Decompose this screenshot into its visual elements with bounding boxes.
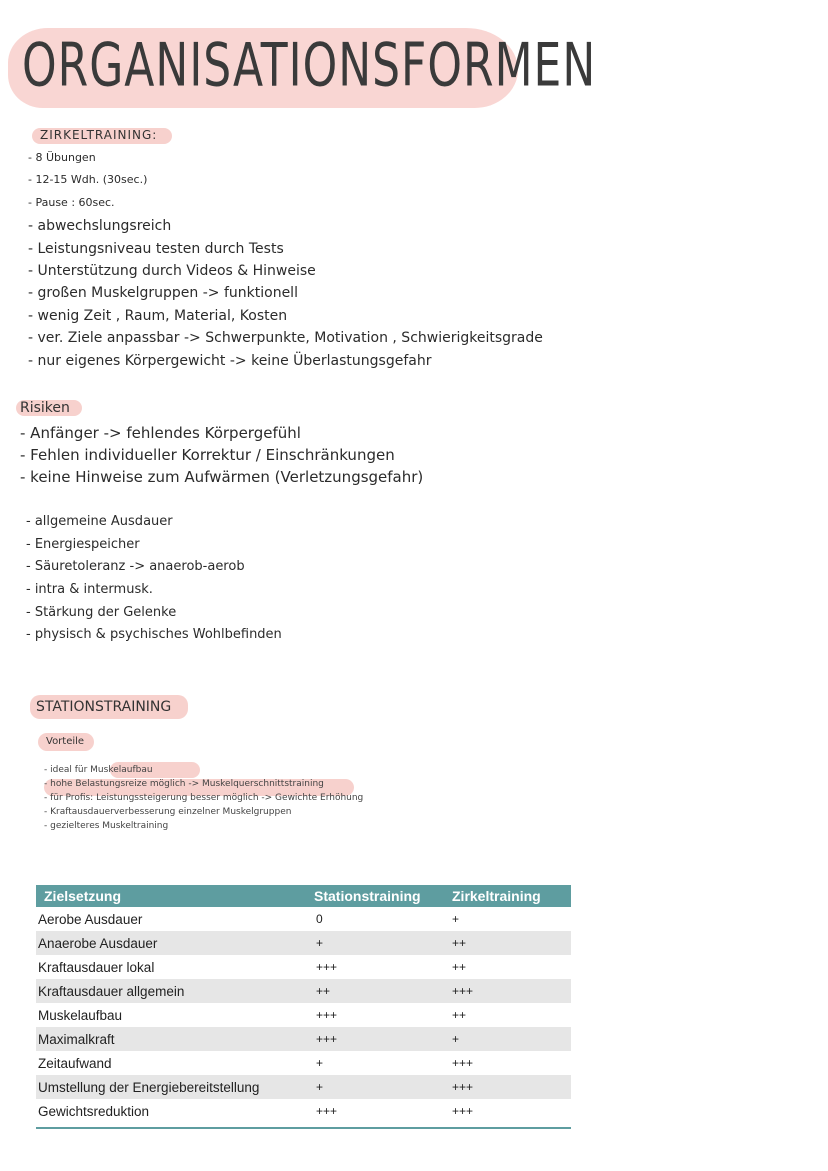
cell-station: + <box>306 1075 444 1099</box>
zirkel-list <box>28 152 543 376</box>
list-item: - Energiespeicher <box>26 536 140 552</box>
list-item: - physisch & psychisches Wohlbefinden <box>26 627 282 643</box>
col-header-zirkeltraining: Zirkeltraining <box>444 885 571 907</box>
cell-station: +++ <box>316 1008 338 1022</box>
risiken-list <box>20 426 423 492</box>
list-item: - keine Hinweise zum Aufwärmen (Verletzungsgefahr) <box>20 468 424 486</box>
list-item: - Anfänger -> fehlendes Körpergefühl <box>20 424 301 442</box>
list-item: - Pause : 60sec. <box>28 195 115 209</box>
cell-station: +++ <box>316 1104 338 1118</box>
table-row <box>36 955 571 979</box>
list-item: - ideal für Muskelaufbau <box>44 765 153 775</box>
cell-zirkel: ++ <box>452 960 467 974</box>
cell-station: + <box>316 1056 324 1070</box>
list-item: - für Profis: Leistungssteigerung besser möglich -> Gewichte Erhöhung <box>44 793 364 803</box>
list-item: - allgemeine Ausdauer <box>26 514 173 529</box>
zirkel-heading: ZIRKELTRAINING: <box>40 128 158 142</box>
list-item: - 8 Übungen <box>28 151 96 164</box>
list-item: - abwechslungsreich <box>28 218 172 235</box>
list-item: - Kraftausdauerverbesserung einzelner Muskelgruppen <box>44 807 292 817</box>
cell-zirkel: ++ <box>444 931 571 955</box>
cell-ziel: Muskelaufbau <box>38 1007 123 1023</box>
title-block <box>8 20 597 112</box>
list-item: - 12-15 Wdh. (30sec.) <box>28 173 148 187</box>
station-heading: STATIONSTRAINING <box>36 699 172 715</box>
cell-zirkel: ++ <box>452 1008 467 1022</box>
cell-ziel: Anaerobe Ausdauer <box>36 931 306 955</box>
cell-station: 0 <box>316 912 323 926</box>
table-row <box>36 907 571 931</box>
list-item: - großen Muskelgruppen -> funktionell <box>28 285 298 302</box>
cell-ziel: Aerobe Ausdauer <box>38 911 143 927</box>
cell-station: + <box>306 931 444 955</box>
table-row <box>36 979 571 1003</box>
cell-zirkel: +++ <box>452 1056 474 1070</box>
cell-zirkel: +++ <box>452 1104 474 1118</box>
list-item: - Leistungsniveau testen durch Tests <box>28 240 284 257</box>
table-row <box>36 931 571 955</box>
list-item: - intra & intermusk. <box>26 582 153 598</box>
list-item: - Stärkung der Gelenke <box>26 604 177 620</box>
effekte-list <box>26 515 282 651</box>
table-row <box>36 1027 571 1051</box>
page-title: ORGANISATIONSFORMEN <box>22 31 597 101</box>
cell-ziel: Gewichtsreduktion <box>38 1103 150 1119</box>
table-header-row <box>36 885 571 907</box>
cell-zirkel: + <box>444 1027 571 1051</box>
comparison-table <box>36 885 571 1129</box>
table-bottom-rule <box>36 1127 571 1129</box>
table-row <box>36 1099 571 1123</box>
vorteile-label: Vorteile <box>46 736 85 747</box>
col-header-stationstraining: Stationstraining <box>306 885 444 907</box>
list-item: - ver. Ziele anpassbar -> Schwerpunkte, Motivation , Schwierigkeitsgrade <box>28 330 543 347</box>
table-row <box>36 1003 571 1027</box>
cell-station: +++ <box>306 1027 444 1051</box>
list-item: - nur eigenes Körpergewicht -> keine Überlastungsgefahr <box>28 352 432 369</box>
table-row <box>36 1075 571 1099</box>
col-header-zielsetzung: Zielsetzung <box>36 885 306 907</box>
list-item: - Fehlen individueller Korrektur / Einschränkungen <box>20 446 395 464</box>
station-list <box>44 766 363 836</box>
cell-ziel: Kraftausdauer allgemein <box>36 979 306 1003</box>
list-item: - Unterstützung durch Videos & Hinweise <box>28 262 316 279</box>
cell-ziel: Zeitaufwand <box>38 1055 112 1071</box>
cell-ziel: Kraftausdauer lokal <box>38 959 155 975</box>
cell-zirkel: +++ <box>444 979 571 1003</box>
cell-zirkel: + <box>452 912 460 926</box>
cell-ziel: Umstellung der Energiebereitstellung <box>36 1075 306 1099</box>
table-row <box>36 1051 571 1075</box>
cell-ziel: Maximalkraft <box>36 1027 306 1051</box>
list-item: - Säuretoleranz -> anaerob-aerob <box>26 559 245 575</box>
risiken-heading: Risiken <box>20 400 70 416</box>
list-item: - gezielteres Muskeltraining <box>44 821 169 831</box>
cell-zirkel: +++ <box>444 1075 571 1099</box>
list-item: - wenig Zeit , Raum, Material, Kosten <box>28 307 288 324</box>
cell-station: ++ <box>306 979 444 1003</box>
list-item: - hohe Belastungsreize möglich -> Muskelquerschnittstraining <box>44 779 324 789</box>
cell-station: +++ <box>316 960 338 974</box>
